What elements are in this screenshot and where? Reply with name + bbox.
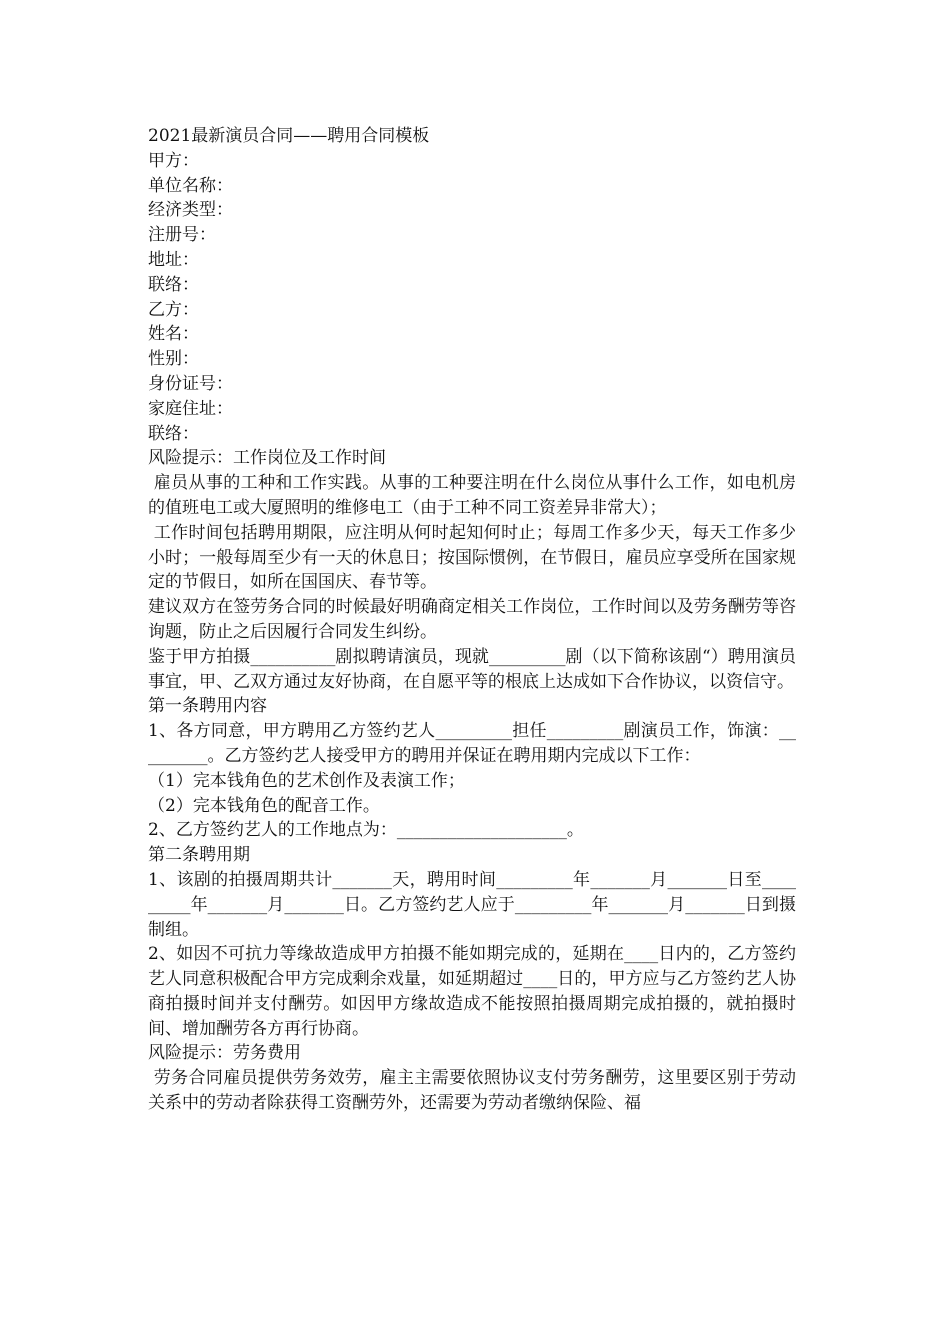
contract-page <box>148 124 796 1116</box>
preamble: 鉴于甲方拍摄__________剧拟聘请演员，现就_________剧（以下简称该剧“）聘用演员事宜，甲、乙双方通过友好协商，在自愿平等的根底上达成如下合作协议，以资信守。 <box>148 646 796 692</box>
party-a-economy-type: 经济类型： <box>148 200 233 221</box>
party-a-address: 地址： <box>148 249 199 270</box>
party-a-label: 甲方： <box>148 150 199 171</box>
article-1-clause-2: 2、乙方签约艺人的工作地点为：____________________。 <box>148 820 584 841</box>
article-1-item-2: （2）完本钱角色的配音工作。 <box>148 795 380 816</box>
party-a-contact: 联络： <box>148 274 199 295</box>
article-1-heading: 第一条聘用内容 <box>148 696 267 717</box>
party-b-id-no: 身份证号： <box>148 373 233 394</box>
risk-tip-1-paragraph-1: 雇员从事的工种和工作实践。从事的工种要注明在什么岗位从事什么工作，如电机房的值班电工或大厦照明的维修电工（由于工种不同工资差异非常大）； <box>148 473 797 518</box>
party-a-registration-no: 注册号： <box>148 225 216 246</box>
risk-tip-2-paragraph-1: 劳务合同雇员提供劳务效劳，雇主主需要依照协议支付劳务酬劳，这里要区别于劳动关系中的劳动者除获得工资酬劳外，还需要为劳动者缴纳保险、福 <box>148 1068 797 1114</box>
risk-tip-1-paragraph-2: 工作时间包括聘用期限，应注明从何时起知何时止；每周工作多少天，每天工作多少小时；一般每周至少有一天的休息日；按国际惯例，在节假日，雇员应享受所在国家规定的节假日，如所在国国庆、春节等。 <box>148 522 797 593</box>
risk-tip-1-heading: 风险提示：工作岗位及工作时间 <box>148 448 386 469</box>
party-b-name: 姓名： <box>148 324 199 345</box>
article-1-item-1: （1）完本钱角色的艺术创作及表演工作； <box>148 770 465 791</box>
party-b-home-address: 家庭住址： <box>148 398 233 419</box>
party-a-unit-name: 单位名称： <box>148 175 233 196</box>
article-2-heading: 第二条聘用期 <box>148 845 250 866</box>
party-b-contact: 联络： <box>148 423 199 444</box>
article-1-clause-1: 1、各方同意，甲方聘用乙方签约艺人_________担任_________剧演员工作，饰演：_________。乙方签约艺人接受甲方的聘用并保证在聘用期内完成以下工作： <box>148 721 796 766</box>
document-title: 2021最新演员合同——聘用合同模板 <box>148 126 430 146</box>
article-2-clause-2: 2、如因不可抗力等缘故造成甲方拍摄不能如期完成的，延期在____日内的，乙方签约艺人同意积极配合甲方完成剩余戏量，如延期超过____日的，甲方应与乙方签约艺人协商拍摄时间并支付酬劳。如因甲方缘故造成不能按照拍摄周期完成拍摄的，就拍摄时间、增加酬劳各方再行协商。 <box>148 944 796 1039</box>
article-2-clause-1: 1、该剧的拍摄周期共计_______天，聘用时间_________年_______月_______日至_________年_______月_______日。乙方签约艺人应于_________年_______月_______日到摄制组。 <box>148 869 796 940</box>
party-b-gender: 性别： <box>148 349 199 370</box>
risk-tip-1-paragraph-3: 建议双方在签劳务合同的时候最好明确商定相关工作岗位，工作时间以及劳务酬劳等咨询题，防止之后因履行合同发生纠纷。 <box>148 597 796 642</box>
party-b-label: 乙方： <box>148 299 199 320</box>
risk-tip-2-heading: 风险提示：劳务费用 <box>148 1043 301 1064</box>
